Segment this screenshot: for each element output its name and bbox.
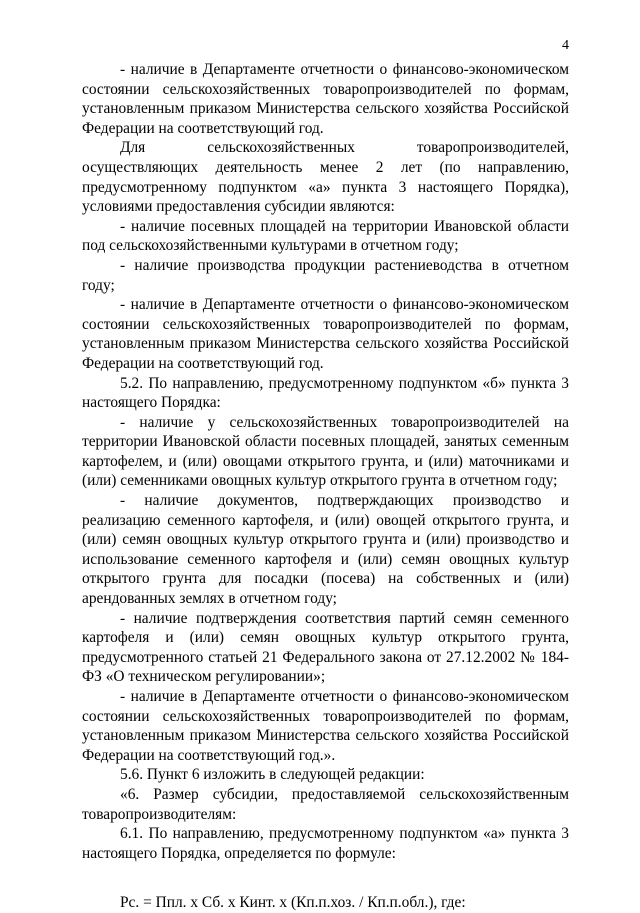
paragraph: - наличие у сельскохозяйственных товаропроизводителей на территории Ивановской области посевных площадей, занятых семенным картофелем, и (или) овощами открытого грунта, и (или) маточниками и (или) семенниками овощных культур открытого грунта в отчетном году; bbox=[82, 413, 569, 490]
paragraph: - наличие в Департаменте отчетности о финансово-экономическом состоянии сельскохозяйственных товаропроизводителей по формам, установленным приказом Министерства сельского хозяйства Российской Федерации на соответствующий год.». bbox=[82, 688, 569, 764]
paragraph: - наличие производства продукции растениеводства в отчетном году; bbox=[82, 256, 569, 294]
paragraph: - наличие в Департаменте отчетности о финансово-экономическом состоянии сельскохозяйственных товаропроизводителей по формам, установленным приказом Министерства сельского хозяйства Российской Федерации на соответствующий год. bbox=[82, 61, 569, 137]
paragraph: Для сельскохозяйственных товаропроизводителей, осуществляющих деятельность менее 2 лет (по направлению, предусмотренному подпунктом «а» пункта 3 настоящего Порядка), условиями предоставления субсидии являются: bbox=[82, 139, 569, 216]
formula: Рс. = Ппл. х Сб. х Кинт. х (Кп.п.хоз. / Кп.п.обл.), где: bbox=[120, 894, 466, 912]
document-body bbox=[82, 60, 569, 913]
paragraph: 5.2. По направлению, предусмотренному подпунктом «б» пункта 3 настоящего Порядка: bbox=[82, 374, 569, 412]
paragraph: 5.6. Пункт 6 изложить в следующей редакции: bbox=[120, 766, 425, 784]
page-number: 4 bbox=[562, 38, 569, 53]
paragraph: - наличие посевных площадей на территории Ивановской области под сельскохозяйственными культурами в отчетном году; bbox=[82, 217, 569, 255]
paragraph: - наличие в Департаменте отчетности о финансово-экономическом состоянии сельскохозяйственных товаропроизводителей по формам, установленным приказом Министерства сельского хозяйства Российской Федерации на соответствующий год. bbox=[82, 296, 569, 372]
paragraph: 6.1. По направлению, предусмотренному подпунктом «а» пункта 3 настоящего Порядка, определяется по формуле: bbox=[82, 825, 569, 862]
paragraph: «6. Размер субсидии, предоставляемой сельскохозяйственным товаропроизводителям: bbox=[82, 785, 569, 823]
paragraph: - наличие подтверждения соответствия партий семян семенного картофеля и (или) семян овощных культур открытого грунта, предусмотренного статьей 21 Федерального закона от 27.12.2002 № 184-ФЗ «О техническом регулировании»; bbox=[82, 609, 569, 686]
paragraph: - наличие документов, подтверждающих производство и реализацию семенного картофеля, и (или) овощей открытого грунта, и (или) семян овощных культур открытого грунта и (или) производство и использование семенного картофеля и (или) семян овощных культур открытого грунта для посадки (посева) на собственных и (или) арендованных землях в отчетном году; bbox=[82, 492, 569, 608]
